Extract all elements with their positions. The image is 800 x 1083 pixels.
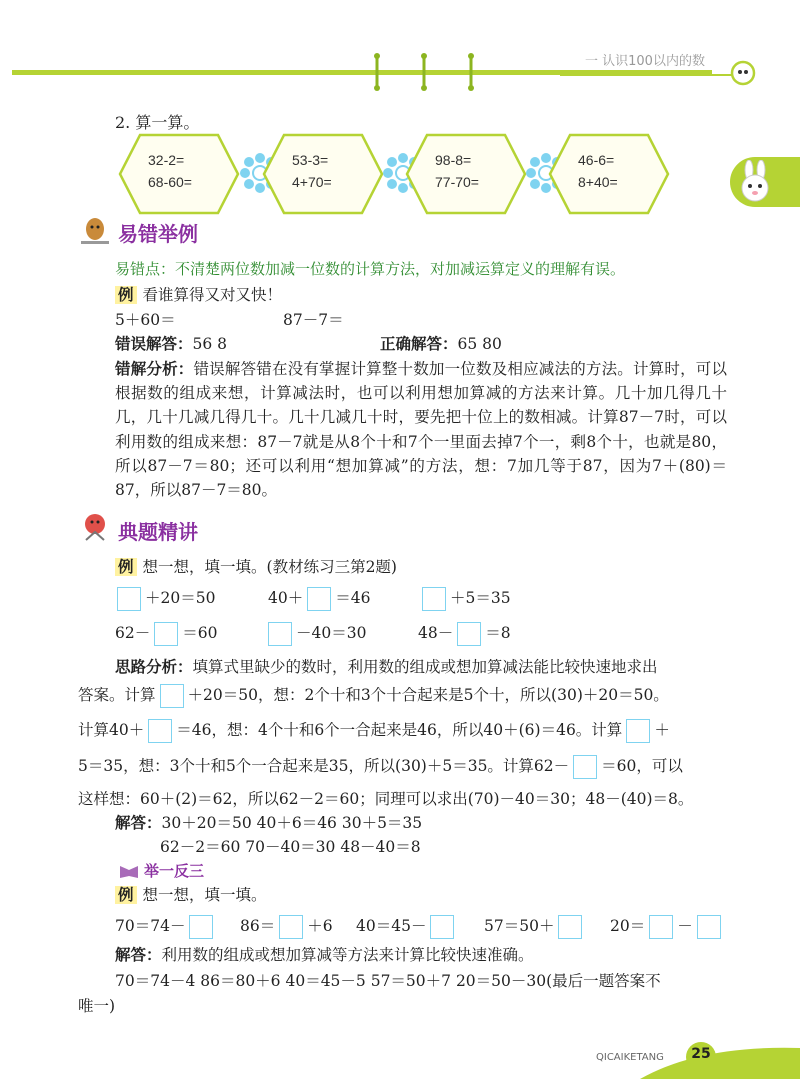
- hex-line: 8+40=: [578, 174, 618, 190]
- subsection-heading: 举一反三: [144, 862, 205, 880]
- answer-box[interactable]: [148, 719, 172, 743]
- rabbit-icon: [737, 160, 773, 204]
- analysis-text: ＋20＝50，想：2个十和3个十合起来是5个十，所以(30)＋20＝50。: [187, 686, 669, 704]
- equation-text: ＋20＝50: [145, 589, 216, 607]
- fill-row: [264, 620, 366, 646]
- fill-row: [418, 620, 511, 646]
- answer-box[interactable]: [268, 622, 292, 646]
- answer-box[interactable]: [430, 915, 454, 939]
- error-analysis: [115, 357, 727, 502]
- hex-line: 32-2=: [148, 152, 185, 168]
- analysis-text: 答案。计算: [78, 686, 156, 704]
- analysis-line: [115, 656, 658, 678]
- header-mascot-icon: [730, 60, 756, 86]
- book-icon: [118, 862, 140, 880]
- analysis-label: 思路分析：: [115, 658, 193, 676]
- analysis-line: 这样想：60＋(2)＝62，所以62－2＝60；同理可以求出(70)－40＝30；48－(40)＝8。: [78, 790, 694, 808]
- equation-text: －40＝30: [296, 624, 367, 642]
- analysis-label: 错解分析：: [115, 360, 194, 378]
- example-text: 想一想，填一填。: [142, 886, 267, 904]
- analysis-line: [78, 753, 683, 779]
- hex-card: [548, 133, 670, 215]
- analysis-text: ＝46，想：4个十和6个一合起来是46，所以40＋(6)＝46。计算: [176, 721, 623, 739]
- example-tag: 例: [115, 886, 137, 904]
- answer-line: [115, 812, 422, 834]
- fill-row: [115, 620, 217, 646]
- equation-text: 48－: [418, 624, 454, 642]
- right-answer: [380, 333, 502, 355]
- answer-label: 解答：: [115, 814, 162, 832]
- answer-box[interactable]: [457, 622, 481, 646]
- binder-ring-icon: [373, 52, 381, 92]
- answer-box[interactable]: [160, 684, 184, 708]
- right-values: 65 80: [457, 335, 502, 353]
- equation-text: 70＝74－: [115, 917, 186, 935]
- analysis-line: [78, 682, 669, 708]
- fill-row: [356, 913, 458, 939]
- equation-text: 62－: [115, 624, 151, 642]
- answer-line: 唯一): [78, 997, 116, 1015]
- equation-text: ＝60: [182, 624, 218, 642]
- problem: 5＋60＝: [115, 311, 176, 329]
- answer-box[interactable]: [117, 587, 141, 611]
- hex-line: 4+70=: [292, 174, 332, 190]
- answer-box[interactable]: [697, 915, 721, 939]
- hex-card: [405, 133, 527, 215]
- analysis-text: 错误解答错在没有掌握计算整十数加一位数及相应减法的方法。计算时，可以根据数的组成来想，计算减法时，也可以利用想加算减的方法来计算。几十加几得几十几，几十几减几得几十。几十几减几十时，要先把十位上的数相减。计算87－7时，可以利用数的组成来想：87－7就是从8个十和7个一里面去掉7个一，剩8个十，也就是80，所以87－7＝80；还可以利用“想加算减”的方法，想：7加几等于87，因为7＋(80)＝87，所以87－7＝80。: [115, 360, 727, 500]
- hex-card: [118, 133, 240, 215]
- hex-line: 77-70=: [435, 174, 479, 190]
- fill-row: [115, 913, 217, 939]
- answer-box[interactable]: [649, 915, 673, 939]
- analysis-text: 填算式里缺少的数时，利用数的组成或想加算减法能比较快速地求出: [192, 658, 658, 676]
- error-point: 易错点：不清楚两位数加减一位数的计算方法，对加减运算定义的理解有误。: [115, 260, 626, 278]
- answer-box[interactable]: [279, 915, 303, 939]
- answer-line: 70＝74－4 86＝80＋6 40＝45－5 57＝50＋7 20＝50－30(最后一题答案不: [115, 972, 661, 990]
- fill-row: [240, 913, 333, 939]
- chapter-title: 一 认识100以内的数: [585, 54, 705, 69]
- potato-mascot-icon: [78, 216, 112, 246]
- right-label: 正确解答：: [380, 335, 458, 353]
- equation-text: 57＝50＋: [484, 917, 555, 935]
- equation-text: ＋6: [307, 917, 333, 935]
- fill-row: [268, 585, 370, 611]
- equation-text: ＋5＝35: [450, 589, 511, 607]
- problem: 87－7＝: [283, 311, 344, 329]
- page-number: 25: [691, 1046, 711, 1062]
- equation-text: 40＋: [268, 589, 304, 607]
- answer-box[interactable]: [422, 587, 446, 611]
- wrong-label: 错误解答：: [115, 335, 193, 353]
- section-heading: 易错举例: [118, 222, 198, 246]
- fill-row: [418, 585, 511, 611]
- section-title: 2. 算一算。: [115, 113, 200, 132]
- analysis-text: 计算40＋: [78, 721, 145, 739]
- fill-row: [113, 585, 215, 611]
- wrong-answer: [115, 333, 227, 355]
- hex-line: 68-60=: [148, 174, 192, 190]
- binder-ring-icon: [420, 52, 428, 92]
- answer-box[interactable]: [573, 755, 597, 779]
- equation-text: 20＝: [610, 917, 646, 935]
- answer-line: [115, 944, 534, 966]
- answer-box[interactable]: [189, 915, 213, 939]
- example-line: [115, 284, 282, 306]
- hex-line: 53-3=: [292, 152, 329, 168]
- equation-text: ＝46: [335, 589, 371, 607]
- hex-card: [262, 133, 384, 215]
- example-line: [115, 884, 267, 906]
- wrong-values: 56 8: [192, 335, 228, 353]
- example-text: 看谁算得又对又快！: [142, 286, 283, 304]
- example-tag: 例: [115, 286, 137, 304]
- section-heading: 典题精讲: [118, 520, 198, 544]
- example-line: [115, 556, 397, 578]
- answer-text: 30＋20＝50 40＋6＝46 30＋5＝35: [161, 814, 423, 832]
- equation-text: 40＝45－: [356, 917, 427, 935]
- analysis-text: ＝60，可以: [601, 757, 683, 775]
- header-bar-right: [560, 74, 735, 76]
- answer-text: 利用数的组成或想加算减等方法来计算比较快速准确。: [161, 946, 534, 964]
- example-tag: 例: [115, 558, 137, 576]
- equation-text: 86＝: [240, 917, 276, 935]
- example-text: 想一想，填一填。(教材练习三第2题): [142, 558, 397, 576]
- hex-line: 46-6=: [578, 152, 615, 168]
- answer-box[interactable]: [558, 915, 582, 939]
- fill-row: [484, 913, 586, 939]
- answer-line: 62－2＝60 70－40＝30 48－40＝8: [160, 838, 421, 856]
- analysis-line: [78, 717, 670, 743]
- hex-line: 98-8=: [435, 152, 472, 168]
- analysis-text: ＋: [654, 721, 670, 739]
- answer-box[interactable]: [154, 622, 178, 646]
- apple-mascot-icon: [78, 510, 112, 542]
- fill-row: [610, 913, 725, 939]
- binder-ring-icon: [467, 52, 475, 92]
- footer-brand: QICAIKETANG: [596, 1052, 664, 1063]
- footer-swoosh: [640, 1040, 800, 1079]
- answer-box[interactable]: [307, 587, 331, 611]
- equation-text: －: [677, 917, 693, 935]
- analysis-text: 5＝35，想：3个十和5个一合起来是35，所以(30)＋5＝35。计算62－: [78, 757, 570, 775]
- equation-text: ＝8: [485, 624, 511, 642]
- answer-box[interactable]: [626, 719, 650, 743]
- answer-label: 解答：: [115, 946, 162, 964]
